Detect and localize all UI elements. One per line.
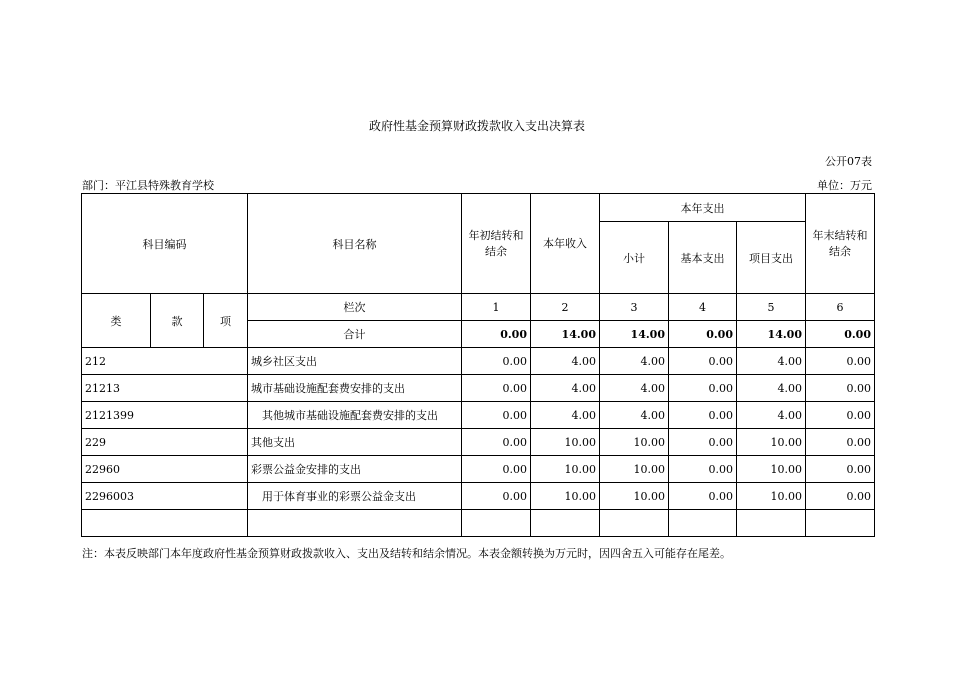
row-name: 城乡社区支出 — [248, 348, 462, 375]
table-row — [82, 375, 875, 402]
table-row — [82, 348, 875, 375]
table-row — [82, 429, 875, 456]
row-value: 0.00 — [806, 375, 875, 402]
header-basic: 基本支出 — [669, 222, 737, 294]
report-title: 政府性基金预算财政拨款收入支出决算表 — [368, 119, 585, 133]
row-value: 0.00 — [806, 429, 875, 456]
row-code: 2121399 — [82, 402, 248, 429]
footnote: 注：本表反映部门本年度政府性基金预算财政拨款收入、支出及结转和结余情况。本表金额转换为万元时，因四舍五入可能存在尾差。 — [82, 547, 731, 560]
table-row — [82, 483, 875, 510]
row-name: 用于体育事业的彩票公益金支出 — [248, 483, 462, 510]
header-income: 本年收入 — [531, 194, 600, 294]
header-lei: 类 — [82, 294, 151, 348]
table-row — [82, 402, 875, 429]
row-value: 0.00 — [806, 483, 875, 510]
column-index: 4 — [669, 294, 737, 321]
row-value: 10.00 — [600, 456, 669, 483]
row-value: 10.00 — [737, 483, 806, 510]
row-value: 0.00 — [462, 429, 531, 456]
total-value: 14.00 — [737, 321, 806, 348]
row-code: 212 — [82, 348, 248, 375]
column-index: 1 — [462, 294, 531, 321]
column-index: 2 — [531, 294, 600, 321]
row-code: 2296003 — [82, 483, 248, 510]
row-value: 10.00 — [531, 456, 600, 483]
row-value: 10.00 — [600, 429, 669, 456]
row-value: 4.00 — [737, 348, 806, 375]
header-kuan: 款 — [151, 294, 204, 348]
total-value: 14.00 — [531, 321, 600, 348]
row-name: 城市基础设施配套费安排的支出 — [248, 375, 462, 402]
row-value: 4.00 — [600, 402, 669, 429]
header-name: 科目名称 — [248, 194, 462, 294]
row-value: 4.00 — [531, 402, 600, 429]
row-code: 21213 — [82, 375, 248, 402]
row-name: 彩票公益金安排的支出 — [248, 456, 462, 483]
column-index-label: 栏次 — [248, 294, 462, 321]
row-value: 0.00 — [462, 348, 531, 375]
budget-table — [81, 193, 875, 537]
row-value: 0.00 — [669, 456, 737, 483]
column-index: 5 — [737, 294, 806, 321]
total-value: 0.00 — [462, 321, 531, 348]
row-code: 229 — [82, 429, 248, 456]
header-end-balance: 年末结转和结余 — [806, 194, 875, 294]
header-project: 项目支出 — [737, 222, 806, 294]
unit-label: 单位：万元 — [817, 179, 872, 192]
empty-row — [82, 510, 875, 537]
header-xiang: 项 — [204, 294, 248, 348]
total-value: 0.00 — [806, 321, 875, 348]
row-value: 0.00 — [669, 429, 737, 456]
row-value: 0.00 — [669, 375, 737, 402]
row-value: 0.00 — [669, 402, 737, 429]
row-value: 0.00 — [462, 456, 531, 483]
row-value: 0.00 — [462, 402, 531, 429]
table-row — [82, 456, 875, 483]
row-value: 0.00 — [806, 402, 875, 429]
row-value: 10.00 — [737, 429, 806, 456]
row-value: 0.00 — [806, 348, 875, 375]
row-value: 10.00 — [531, 483, 600, 510]
row-value: 4.00 — [737, 402, 806, 429]
row-value: 0.00 — [669, 348, 737, 375]
column-index: 3 — [600, 294, 669, 321]
row-name: 其他城市基础设施配套费安排的支出 — [248, 402, 462, 429]
row-value: 0.00 — [669, 483, 737, 510]
row-value: 10.00 — [531, 429, 600, 456]
row-value: 4.00 — [600, 348, 669, 375]
header-code: 科目编码 — [82, 194, 248, 294]
form-number: 公开07表 — [825, 155, 872, 168]
header-begin-balance: 年初结转和结余 — [462, 194, 531, 294]
header-expense-group: 本年支出 — [600, 194, 806, 222]
total-label: 合计 — [248, 321, 462, 348]
row-value: 0.00 — [462, 375, 531, 402]
row-value: 0.00 — [462, 483, 531, 510]
row-value: 10.00 — [737, 456, 806, 483]
row-value: 4.00 — [600, 375, 669, 402]
department-label: 部门：平江县特殊教育学校 — [82, 179, 214, 192]
row-code: 22960 — [82, 456, 248, 483]
row-value: 4.00 — [737, 375, 806, 402]
total-value: 0.00 — [669, 321, 737, 348]
total-value: 14.00 — [600, 321, 669, 348]
header-subtotal: 小计 — [600, 222, 669, 294]
row-value: 10.00 — [600, 483, 669, 510]
row-name: 其他支出 — [248, 429, 462, 456]
row-value: 0.00 — [806, 456, 875, 483]
row-value: 4.00 — [531, 375, 600, 402]
column-index: 6 — [806, 294, 875, 321]
row-value: 4.00 — [531, 348, 600, 375]
